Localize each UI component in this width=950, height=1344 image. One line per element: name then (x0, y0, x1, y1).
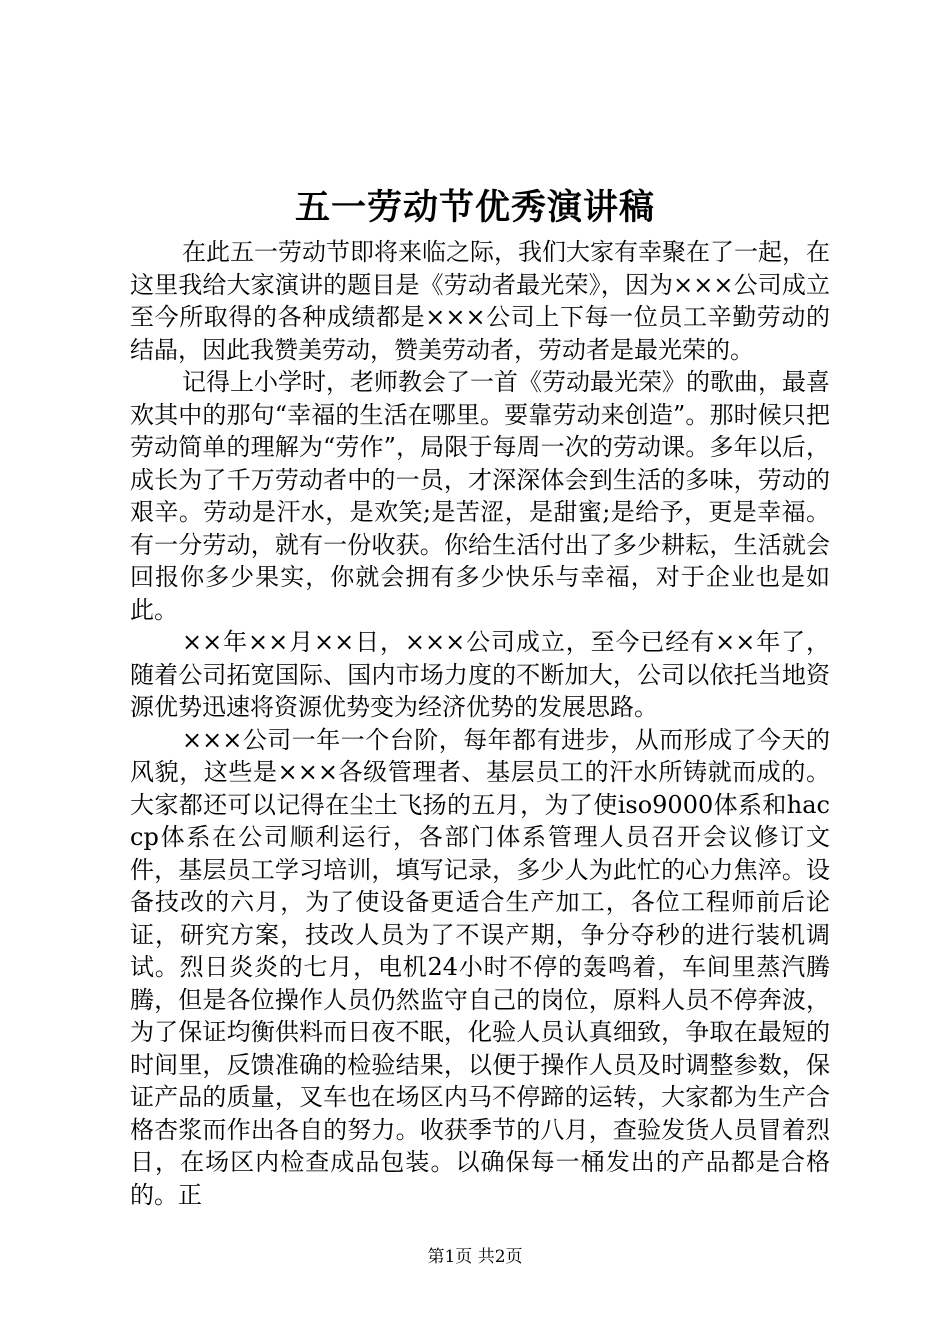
paragraph-4: ×××公司一年一个台阶，每年都有进步，从而形成了今天的风貌，这些是×××各级管理者、基层员工的汗水所铸就而成的。大家都还可以记得在尘土飞扬的五月，为了使iso9000体系和haccp体系在公司顺利运行，各部门体系管理人员召开会议修订文件，基层员工学习培训，填写记录，多少人为此忙的心力焦淬。设备技改的六月，为了使设备更适合生产加工，各位工程师前后论证，研究方案，技改人员为了不误产期，争分夺秒的进行装机调试。烈日炎炎的七月，电机24小时不停的轰鸣着，车间里蒸汽腾腾，但是各位操作人员仍然监守自己的岗位，原料人员不停奔波，为了保证均衡供料而日夜不眠，化验人员认真细致，争取在最短的时间里，反馈准确的检验结果，以便于操作人员及时调整参数，保证产品的质量，叉车也在场区内马不停蹄的运转，大家都为生产合格杏浆而作出各自的努力。收获季节的八月，查验发货人员冒着烈日，在场区内检查成品包装。以确保每一桶发出的产品都是合格的。正 (130, 725, 830, 1209)
document-body (130, 236, 830, 1211)
paragraph-1: 在此五一劳动节即将来临之际，我们大家有幸聚在了一起，在这里我给大家演讲的题目是《劳动者最光荣》，因为×××公司成立至今所取得的各种成绩都是×××公司上下每一位员工辛勤劳动的结晶，因此我赞美劳动，赞美劳动者，劳动者是最光荣的。 (130, 238, 830, 364)
paragraph-2: 记得上小学时，老师教会了一首《劳动最光荣》的歌曲，最喜欢其中的那句“幸福的生活在哪里。要靠劳动来创造”。那时候只把劳动简单的理解为“劳作”，局限于每周一次的劳动课。多年以后，成长为了千万劳动者中的一员，才深深体会到生活的多味，劳动的艰辛。劳动是汗水，是欢笑;是苦涩，是甜蜜;是给予，更是幸福。有一分劳动，就有一份收获。你给生活付出了多少耕耘，生活就会回报你多少果实，你就会拥有多少快乐与幸福，对于企业也是如此。 (130, 368, 830, 624)
document-title: 五一劳动节优秀演讲稿 (294, 187, 655, 228)
paragraph-3: ××年××月××日，×××公司成立，至今已经有××年了，随着公司拓宽国际、国内市场力度的不断加大，公司以依托当地资源优势迅速将资源优势变为经济优势的发展思路。 (130, 628, 830, 721)
page-number-footer: 第1页 共2页 (427, 1247, 523, 1267)
